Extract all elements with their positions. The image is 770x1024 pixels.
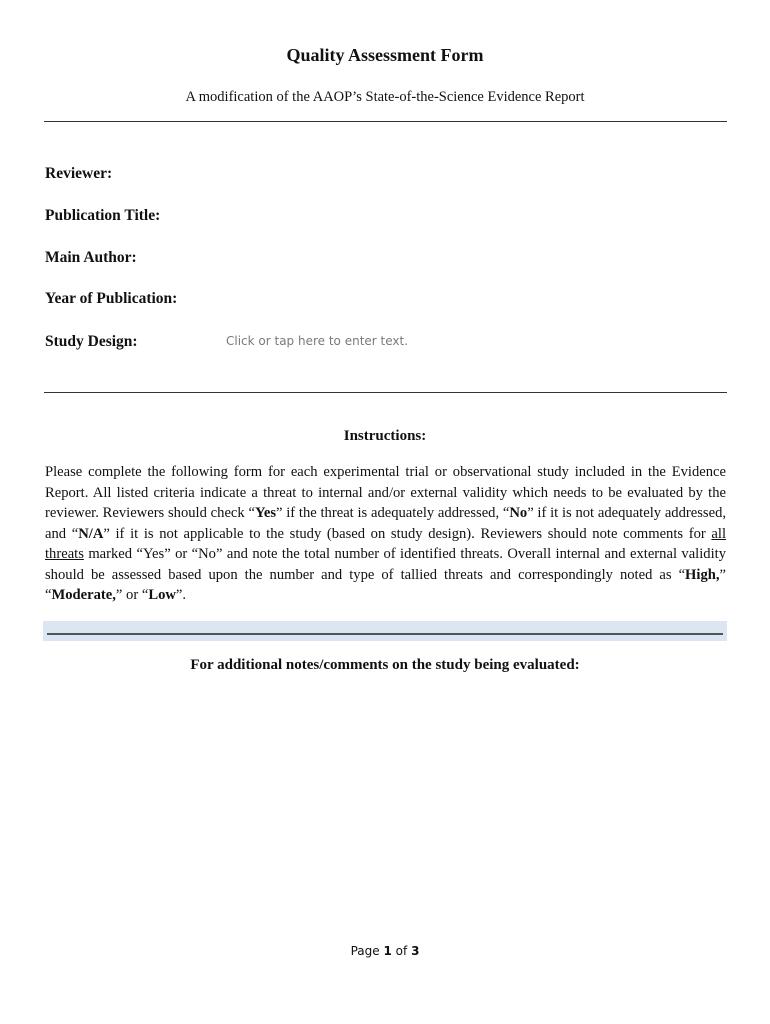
year-of-publication-label: Year of Publication: <box>45 290 178 307</box>
middle-divider <box>44 392 727 393</box>
high-term: High, <box>685 566 720 583</box>
no-term: No <box>509 505 528 521</box>
section-divider-line <box>47 633 723 635</box>
low-term: Low <box>148 587 176 603</box>
top-divider <box>44 121 727 122</box>
all-threats-term: all threats <box>45 525 727 562</box>
instructions-heading: Instructions: <box>343 428 427 444</box>
page-number-footer: Page 1 of 3 <box>350 944 420 958</box>
study-design-input[interactable]: Click or tap here to enter text. <box>226 334 409 348</box>
notes-heading: For additional notes/comments on the study being evaluated: <box>190 657 580 673</box>
reviewer-label: Reviewer: <box>45 165 113 182</box>
study-design-label: Study Design: <box>45 333 138 350</box>
document-title: Quality Assessment Form <box>286 45 484 65</box>
main-author-label: Main Author: <box>45 249 137 266</box>
section-shade-bar <box>43 621 727 641</box>
yes-term: Yes <box>254 505 277 521</box>
publication-title-label: Publication Title: <box>45 207 161 224</box>
instructions-paragraph: Please complete the following form for each experimental trial or observational study included in the Evidence Report. All listed criteria indicate a threat to internal and/or external validity which needs to be evaluated by the reviewer. Reviewers should check “Yes” if the threat is adequately addressed, “No” if it is not adequately addressed, and “N/A” if it is not applicable to the study (based on study design). Reviewers should note comments for all threats marked “Yes” or “No” and note the total number of identified threats. Overall internal and external validity should be assessed based upon the number and type of tallied threats and correspondingly noted as “High,” “Moderate,” or “Low”. <box>45 464 727 603</box>
na-term: N/A <box>78 525 104 542</box>
document-subtitle: A modification of the AAOP’s State-of-the-Science Evidence Report <box>185 89 585 105</box>
moderate-term: Moderate, <box>51 587 116 603</box>
